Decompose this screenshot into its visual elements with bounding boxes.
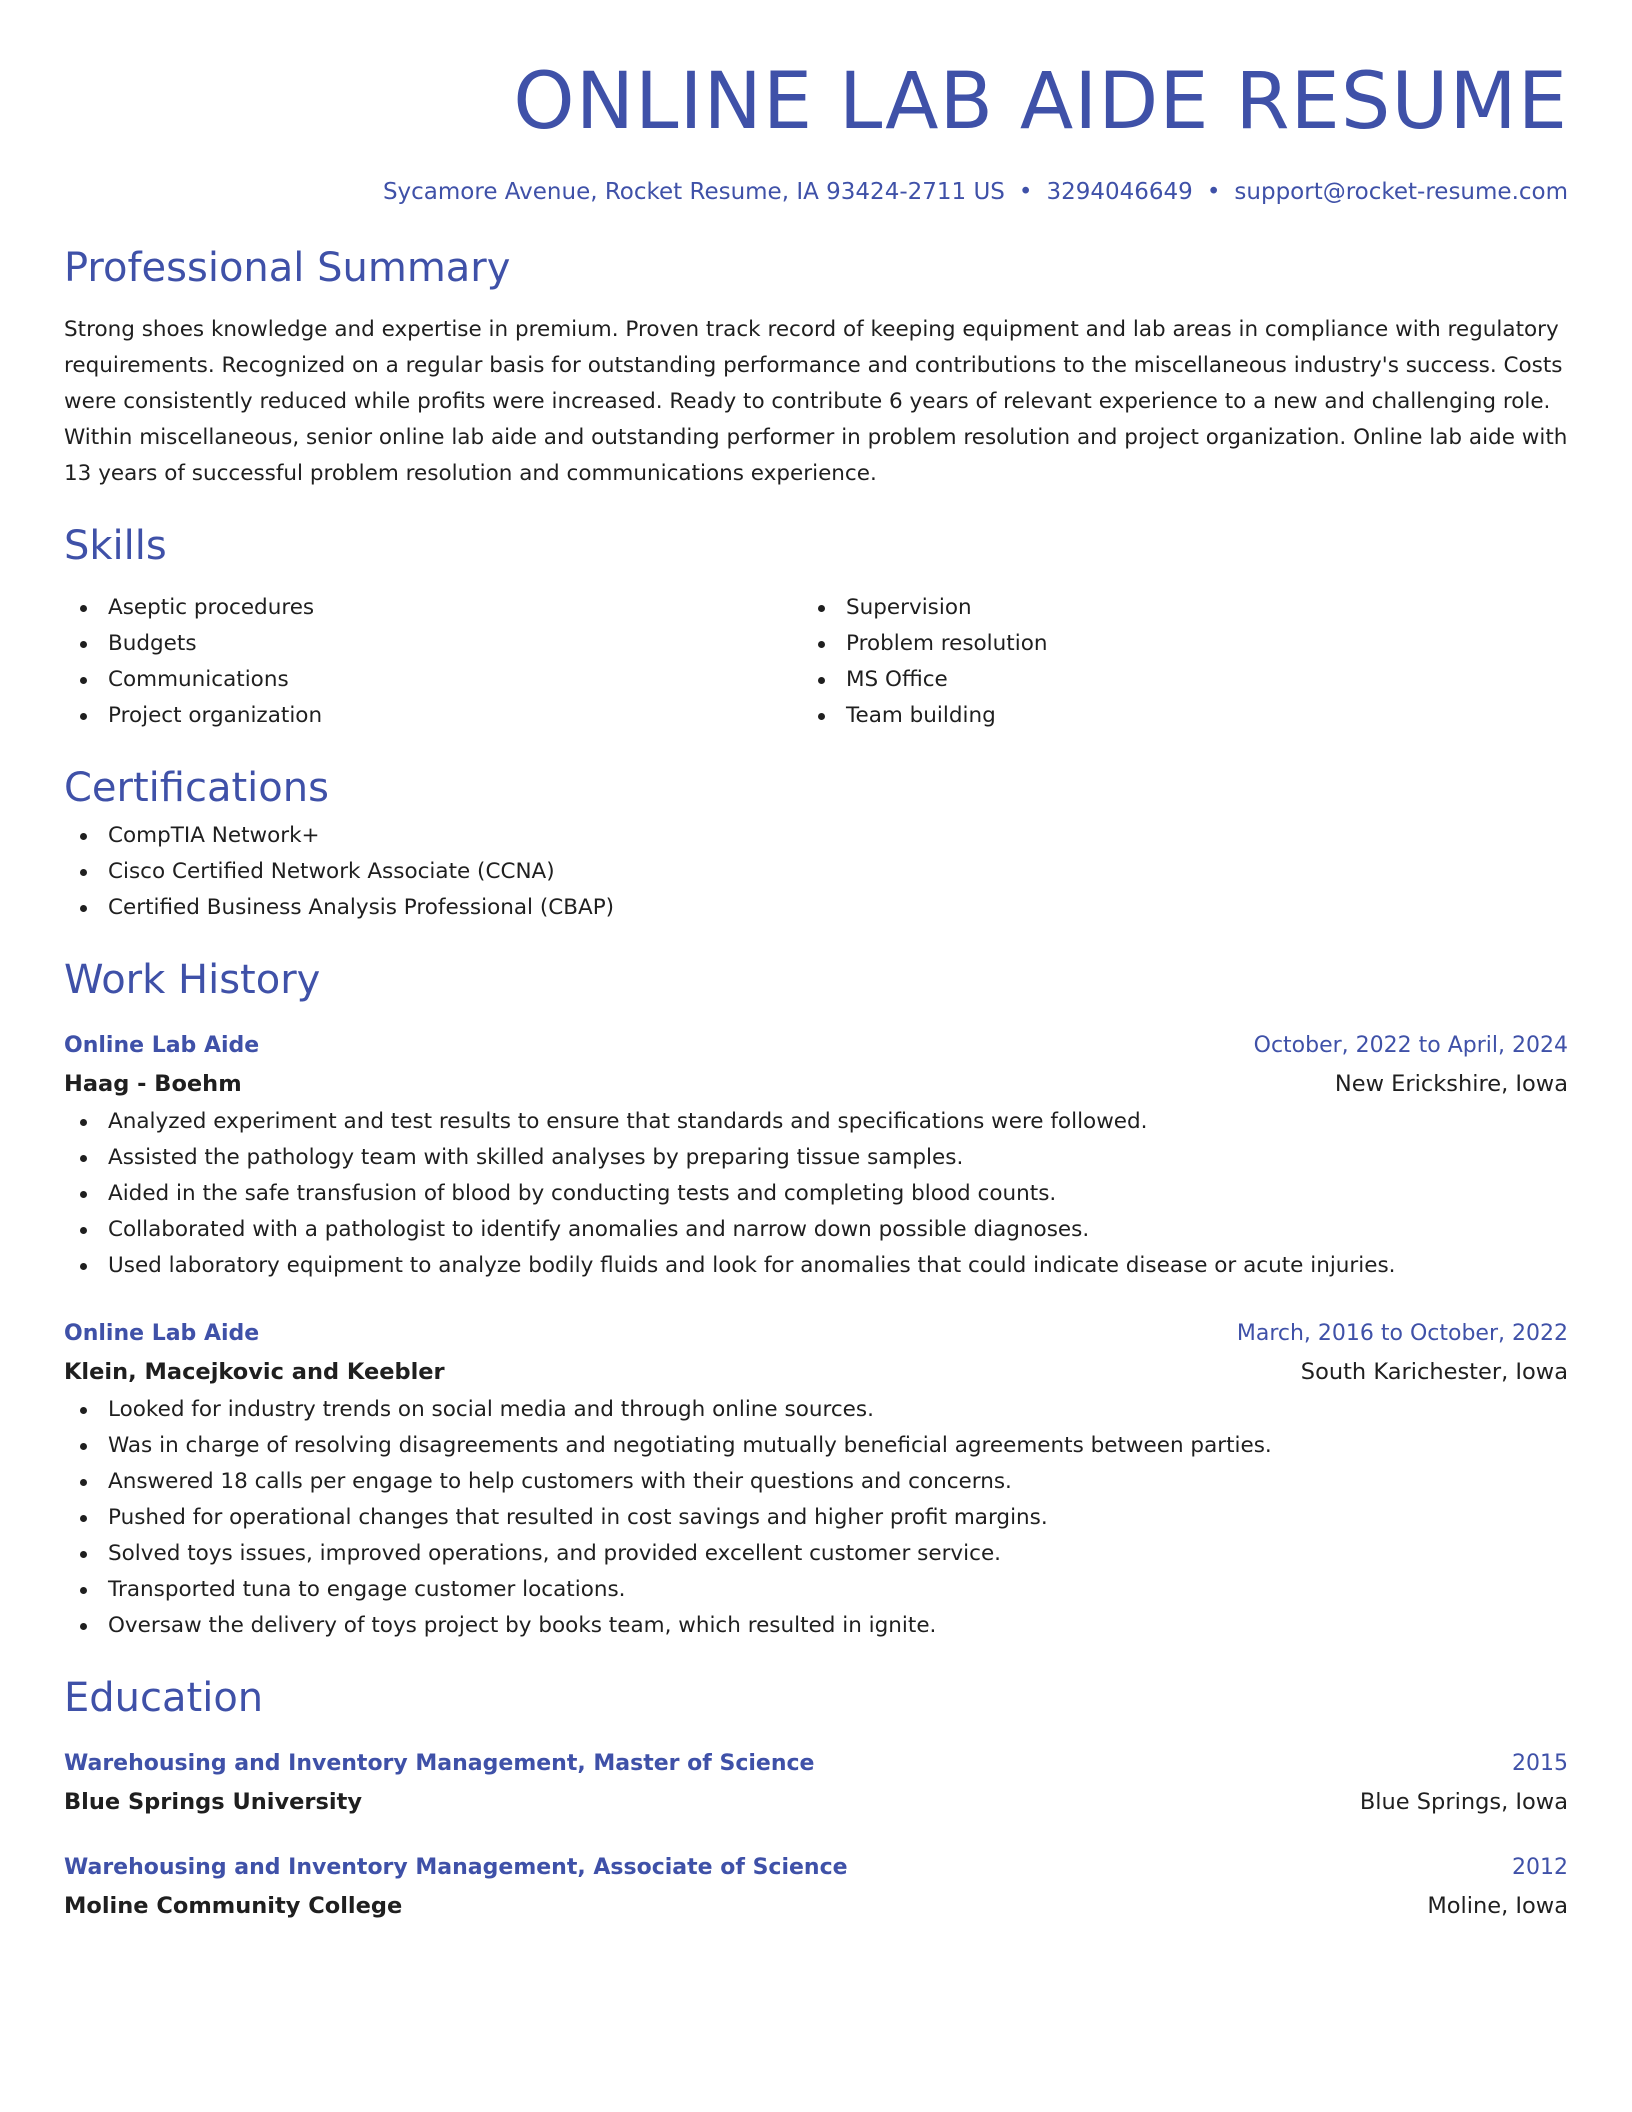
contact-phone[interactable]: 3294046649 xyxy=(1046,179,1193,205)
education-title: Education xyxy=(64,1675,264,1721)
skills-column-right xyxy=(802,590,1540,734)
skill-item: Supervision xyxy=(802,590,1540,626)
contact-separator: • xyxy=(1018,179,1033,205)
education-school: Moline Community College xyxy=(64,1893,403,1919)
certification-item: CompTIA Network+ xyxy=(64,818,1568,854)
job-title: Online Lab Aide xyxy=(64,1033,260,1058)
skill-item: Communications xyxy=(64,662,802,698)
job-bullet: Was in charge of resolving disagreements and negotiating mutually beneficial agreements between parties. xyxy=(64,1428,1568,1464)
job-entry xyxy=(64,1316,1568,1644)
skill-item: Problem resolution xyxy=(802,626,1540,662)
contact-email[interactable]: support@rocket-resume.com xyxy=(1234,179,1568,205)
summary-text: Strong shoes knowledge and expertise in premium. Proven track record of keeping equipment and lab areas in compliance with regulatory requirements. Recognized on a regular basis for outstanding performance and contributions to the miscellaneous industry's success. Costs were consistently reduced while profits were increased. Ready to contribute 6 years of relevant experience to a new and challenging role. Within miscellaneous, senior online lab aide and outstanding performer in problem resolution and project organization. Online lab aide with 13 years of successful problem resolution and communications experience. xyxy=(64,317,1568,486)
job-entry xyxy=(64,1028,1568,1284)
job-dates: March, 2016 to October, 2022 xyxy=(1236,1321,1568,1346)
contact-separator: • xyxy=(1206,179,1221,205)
skill-item: Project organization xyxy=(64,698,802,734)
certification-item: Certified Business Analysis Professional (CBAP) xyxy=(64,890,1568,926)
job-location: South Karichester, Iowa xyxy=(1300,1359,1568,1385)
skills-section xyxy=(64,516,1568,734)
job-dates: October, 2022 to April, 2024 xyxy=(1253,1033,1568,1058)
job-bullet: Used laboratory equipment to analyze bodily fluids and look for anomalies that could indicate disease or acute injuries. xyxy=(64,1248,1568,1284)
job-bullet: Assisted the pathology team with skilled analyses by preparing tissue samples. xyxy=(64,1140,1568,1176)
job-location: New Erickshire, Iowa xyxy=(1334,1071,1568,1097)
job-bullet: Pushed for operational changes that resulted in cost savings and higher profit margins. xyxy=(64,1500,1568,1536)
skills-grid xyxy=(64,590,1568,734)
skill-item: MS Office xyxy=(802,662,1540,698)
education-entry xyxy=(64,1850,1568,1926)
summary-section xyxy=(64,238,1568,492)
education-section xyxy=(64,1668,1568,1926)
summary-title: Professional Summary xyxy=(64,245,511,291)
certifications-title: Certifications xyxy=(64,765,329,811)
job-bullet: Transported tuna to engage customer locations. xyxy=(64,1572,1568,1608)
resume-name: ONLINE LAB AIDE RESUME xyxy=(513,57,1568,147)
contact-line xyxy=(64,174,1568,210)
job-bullet: Oversaw the delivery of toys project by books team, which resulted in ignite. xyxy=(64,1608,1568,1644)
job-employer: Haag - Boehm xyxy=(64,1071,242,1097)
skill-item: Team building xyxy=(802,698,1540,734)
job-bullet: Solved toys issues, improved operations, and provided excellent customer service. xyxy=(64,1536,1568,1572)
education-year: 2015 xyxy=(1512,1751,1568,1776)
job-bullet: Analyzed experiment and test results to ensure that standards and specifications were followed. xyxy=(64,1104,1568,1140)
job-bullet: Aided in the safe transfusion of blood by conducting tests and completing blood counts. xyxy=(64,1176,1568,1212)
certification-item: Cisco Certified Network Associate (CCNA) xyxy=(64,854,1568,890)
education-entry xyxy=(64,1746,1568,1822)
education-degree: Warehousing and Inventory Management, Associate of Science xyxy=(64,1855,848,1880)
contact-address: Sycamore Avenue, Rocket Resume, IA 93424-2711 US xyxy=(382,179,1005,205)
job-bullet: Answered 18 calls per engage to help customers with their questions and concerns. xyxy=(64,1464,1568,1500)
resume-header xyxy=(64,52,1568,210)
job-employer: Klein, Macejkovic and Keebler xyxy=(64,1359,445,1385)
skills-column-left xyxy=(64,590,802,734)
education-degree: Warehousing and Inventory Management, Master of Science xyxy=(64,1751,815,1776)
education-school: Blue Springs University xyxy=(64,1789,362,1815)
education-location: Blue Springs, Iowa xyxy=(1359,1789,1568,1815)
skill-item: Aseptic procedures xyxy=(64,590,802,626)
certifications-section xyxy=(64,758,1568,926)
work-history-title: Work History xyxy=(64,957,321,1003)
job-title: Online Lab Aide xyxy=(64,1321,260,1346)
work-history-section xyxy=(64,950,1568,1644)
job-bullet: Collaborated with a pathologist to identify anomalies and narrow down possible diagnoses. xyxy=(64,1212,1568,1248)
education-year: 2012 xyxy=(1512,1855,1568,1880)
education-location: Moline, Iowa xyxy=(1427,1893,1568,1919)
skill-item: Budgets xyxy=(64,626,802,662)
job-bullet: Looked for industry trends on social media and through online sources. xyxy=(64,1392,1568,1428)
skills-title: Skills xyxy=(64,523,167,569)
